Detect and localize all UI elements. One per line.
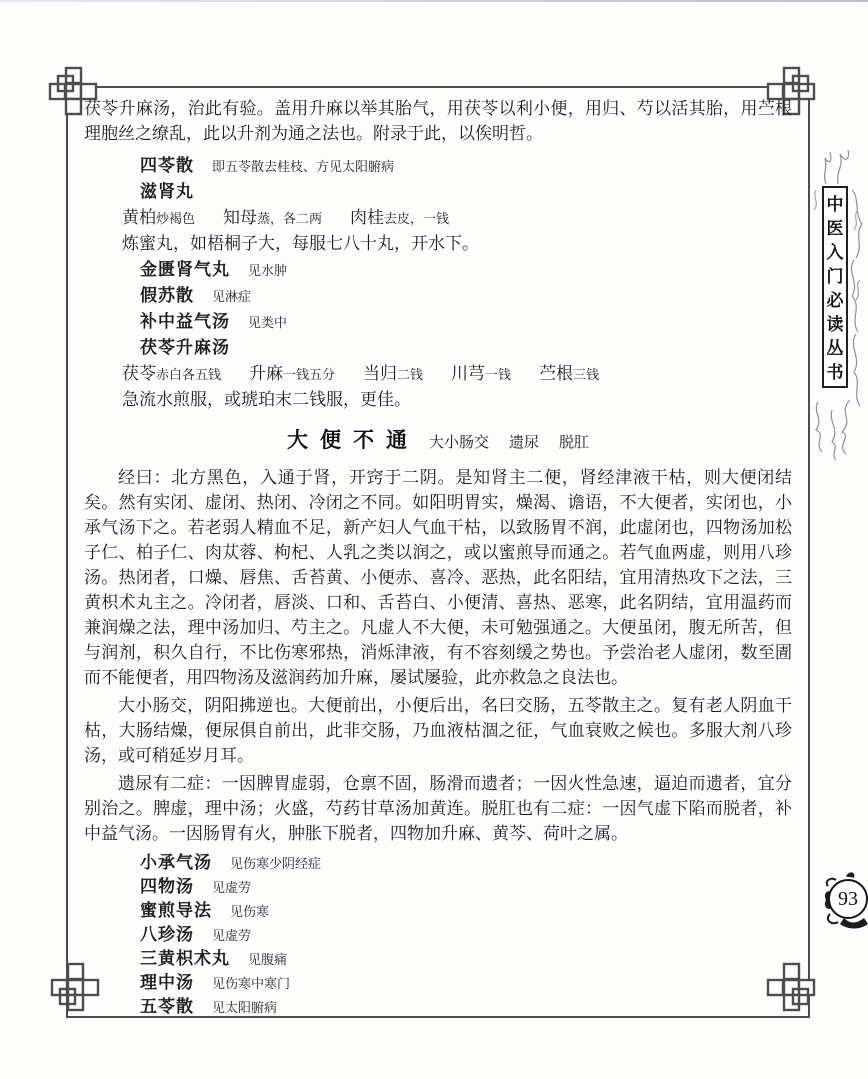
formula-name: 假苏散 <box>140 286 194 305</box>
formula-note: 见类中 <box>248 315 288 330</box>
formula-name: 滋肾丸 <box>140 182 194 201</box>
herb-dose: 赤白各五钱 <box>156 367 222 382</box>
page-number-badge <box>820 870 868 930</box>
intro-paragraph: 茯苓升麻汤，治此有验。盖用升麻以举其胎气，用茯苓以利小便，用归、芍以活其胎，用苎根理胞丝之缭乱，此以升剂为通之法也。附录于此，以俟明哲。 <box>84 99 792 143</box>
page-number: 93 <box>828 879 868 919</box>
section-subtopic: 脱肛 <box>559 435 590 451</box>
herb-name: 茯苓 <box>122 364 156 383</box>
formula-name: 茯苓升麻汤 <box>140 338 230 357</box>
herb-dose: 三钱 <box>573 367 600 382</box>
herb-name: 知母 <box>223 208 258 227</box>
preparation-instruction: 炼蜜丸，如梧桐子大，每服七八十丸，开水下。 <box>122 234 479 253</box>
herb-name: 苎根 <box>539 364 574 383</box>
formula-entry <box>140 179 792 205</box>
formula-entry <box>140 309 792 335</box>
formula-entry <box>140 923 792 947</box>
formula-entry <box>140 995 792 1019</box>
formula-note: 见淋症 <box>212 289 252 304</box>
herb-name: 川芎 <box>451 364 486 383</box>
formula-note: 即五苓散去桂枝、方见太阳腑病 <box>212 159 395 174</box>
body-paragraph: 大小肠交，阴阳拂逆也。大便前出，小便后出，名曰交肠，五苓散主之。复有老人阴血干枯，大肠结燥，便尿俱自前出，此非交肠，乃血液枯涸之征，气血衰败之候也。多服大剂八珍汤，或可稍延岁月耳。 <box>84 696 792 765</box>
formula-reference-list <box>84 851 792 1019</box>
formula-entry <box>140 283 792 309</box>
series-banner <box>808 150 868 462</box>
formula-name: 五苓散 <box>140 997 194 1016</box>
ingredients-line <box>122 361 792 387</box>
ingredients-line <box>122 205 792 231</box>
herb-name: 升麻 <box>249 364 284 383</box>
formula-entry <box>140 851 792 875</box>
formula-entry <box>140 335 792 361</box>
herb-dose: 蒸，各二两 <box>257 211 323 226</box>
formula-note: 见伤寒少阴经症 <box>230 856 322 871</box>
herb-dose: 二钱 <box>397 367 424 382</box>
herb-name: 肉桂 <box>350 208 385 227</box>
herb-dose: 一钱 <box>485 367 512 382</box>
formula-entry <box>140 153 792 179</box>
herb-dose: 炒褐色 <box>156 211 196 226</box>
formula-entry <box>140 947 792 971</box>
formula-note: 见伤寒中寒门 <box>212 976 291 991</box>
body-paragraph: 经曰：北方黑色，入通于肾，开窍于二阴。是知肾主二便，肾经津液干枯，则大便闭结矣。然有实闭、虚闭、热闭、冷闭之不同。如阳明胃实，燥渴、谵语，不大便者，实闭也，小承气汤下之。若老弱人精血不足，新产妇人气血干枯，以致肠胃不润，此虚闭也，四物汤加松子仁、柏子仁、肉苁蓉、枸杞、人乳之类以润之，或以蜜煎导而通之。若气血两虚，则用八珍汤。热闭者，口燥、唇焦、舌苔黄、小便赤、喜冷、恶热，此名阳结，宜用清热攻下之法，三黄枳术丸主之。冷闭者，唇淡、口和、舌苔白、小便清、喜热、恶寒，此名阴结，宜用温药而兼润燥之法，理中汤加归、芍主之。凡虚人不大便，未可勉强通之。大便虽闭，腹无所苦，但与润剂，积久自行，不比伤寒邪热，消烁津液，有不容刻缓之势也。予尝治老人虚闭，数至圊而不能便者，用四物汤及滋润药加升麻，屡试屡验，此亦救急之良法也。 <box>84 468 792 687</box>
body-paragraph: 遗尿有二症：一因脾胃虚弱，仓禀不固，肠滑而遗者；一因火性急速，逼迫而遗者，宜分别治之。脾虚，理中汤；火盛，芍药甘草汤加黄连。脱肛也有二症：一因气虚下陷而脱者，补中益气汤。一因肠胃有火，肿胀下脱者，四物加升麻、黄芩、荷叶之属。 <box>84 774 792 843</box>
formula-note: 见虚劳 <box>212 880 252 895</box>
herb-dose: 一钱五分 <box>283 367 336 382</box>
formula-name: 理中汤 <box>140 973 194 992</box>
herb-name: 当归 <box>363 364 398 383</box>
formula-entry <box>140 899 792 923</box>
formula-entry <box>140 971 792 995</box>
formula-name: 金匮肾气丸 <box>140 260 230 279</box>
formula-note: 见虚劳 <box>212 928 252 943</box>
formula-note: 见伤寒 <box>230 904 270 919</box>
page-content <box>84 96 792 1019</box>
formula-name: 小承气汤 <box>140 853 212 872</box>
formula-name: 八珍汤 <box>140 925 194 944</box>
formula-name: 四物汤 <box>140 877 194 896</box>
section-subtopic: 大小肠交 <box>428 435 489 451</box>
formula-name: 蜜煎导法 <box>140 901 212 920</box>
formula-name: 四苓散 <box>140 156 194 175</box>
formula-name: 三黄枳术丸 <box>140 949 230 968</box>
preparation-instruction: 急流水煎服，或琥珀末二钱服，更佳。 <box>122 390 411 409</box>
section-title: 大便不通 <box>286 429 419 452</box>
herb-dose: 去皮，一钱 <box>384 211 450 226</box>
scan-edge-artifact <box>0 0 868 2</box>
formula-name: 补中益气汤 <box>140 312 230 331</box>
section-subtopic: 遗尿 <box>508 435 539 451</box>
formula-note: 见腹痛 <box>248 952 288 967</box>
formula-entry <box>140 257 792 283</box>
formula-note: 见水肿 <box>248 263 288 278</box>
series-title-vertical: 中医入门必读丛书 <box>822 186 848 388</box>
formula-note: 见太阳腑病 <box>212 1000 278 1015</box>
formula-entry <box>140 875 792 899</box>
section-heading <box>84 425 792 457</box>
herb-name: 黄柏 <box>122 208 156 227</box>
